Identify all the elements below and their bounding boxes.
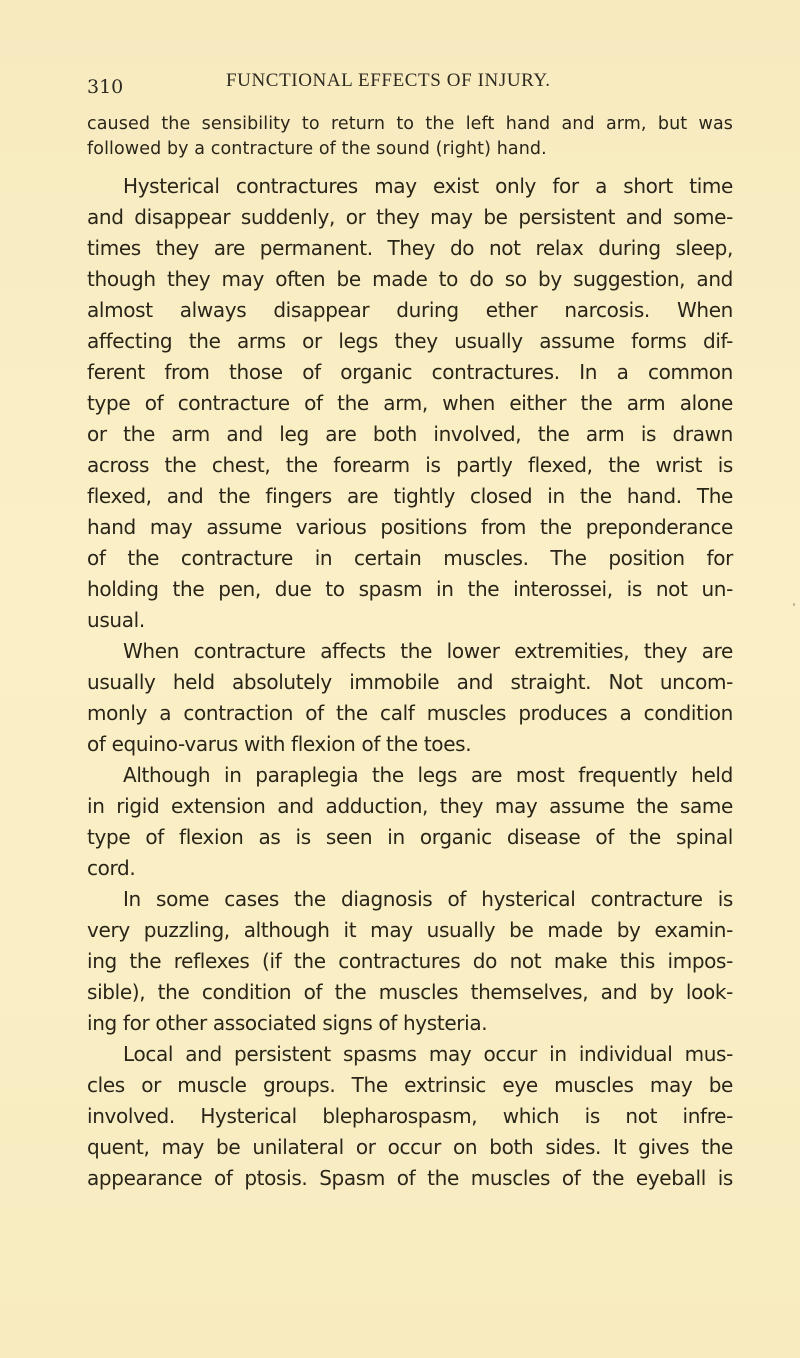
running-head [0, 68, 800, 98]
text-line: times they are permanent. They do not relax during sleep, [87, 236, 733, 260]
text-line: or the arm and leg are both involved, the arm is drawn [87, 422, 733, 446]
text-line: sible), the condition of the muscles themselves, and by look- [87, 980, 733, 1004]
text-line: Hysterical contractures may exist only for a short time [123, 174, 733, 198]
text-line: followed by a contracture of the sound (right) hand. [87, 139, 547, 159]
text-line: hand may assume various positions from the preponderance [87, 515, 733, 539]
body-text [87, 112, 733, 1194]
text-line: in rigid extension and adduction, they may assume the same [87, 794, 733, 818]
text-line: cord. [87, 856, 136, 880]
text-line: ing for other associated signs of hysteria. [87, 1011, 488, 1035]
text-line: almost always disappear during ether narcosis. When [87, 298, 733, 322]
text-line: ing the reflexes (if the contractures do not make this impos- [87, 949, 733, 973]
page-number: 310 [87, 76, 124, 98]
text-line: involved. Hysterical blepharospasm, which is not infre- [87, 1104, 733, 1128]
text-line: across the chest, the forearm is partly flexed, the wrist is [87, 453, 733, 477]
text-line: though they may often be made to do so by suggestion, and [87, 267, 733, 291]
text-line: usually held absolutely immobile and straight. Not uncom- [87, 670, 733, 694]
text-line: holding the pen, due to spasm in the interossei, is not un- [87, 577, 733, 601]
text-line: In some cases the diagnosis of hysterical contracture is [123, 887, 733, 911]
paragraph-diagnosis [87, 884, 733, 1039]
paper-speck [793, 603, 795, 606]
text-line: caused the sensibility to return to the left hand and arm, but was [87, 114, 733, 134]
text-line: very puzzling, although it may usually be made by examin- [87, 918, 733, 942]
text-line: cles or muscle groups. The extrinsic eye muscles may be [87, 1073, 733, 1097]
paragraph-local-spasms [87, 1039, 733, 1194]
text-line: affecting the arms or legs they usually assume forms dif- [87, 329, 733, 353]
text-line: and disappear suddenly, or they may be persistent and some- [87, 205, 733, 229]
text-line: of equino-varus with flexion of the toes. [87, 732, 472, 756]
text-line: ferent from those of organic contractures. In a common [87, 360, 733, 384]
paragraph-lower-extremities [87, 636, 733, 760]
text-line: quent, may be unilateral or occur on both sides. It gives the [87, 1135, 733, 1159]
paragraph-paraplegia [87, 760, 733, 884]
text-line: usual. [87, 608, 145, 632]
text-line: type of flexion as is seen in organic disease of the spinal [87, 825, 733, 849]
text-line: type of contracture of the arm, when either the arm alone [87, 391, 733, 415]
text-line: appearance of ptosis. Spasm of the muscles of the eyeball is [87, 1166, 733, 1190]
text-line: of the contracture in certain muscles. The position for [87, 546, 733, 570]
text-line: Although in paraplegia the legs are most frequently held [123, 763, 733, 787]
text-line: Local and persistent spasms may occur in individual mus- [123, 1042, 733, 1066]
text-line: When contracture affects the lower extremities, they are [123, 639, 733, 663]
text-line: flexed, and the fingers are tightly closed in the hand. The [87, 484, 733, 508]
text-line: monly a contraction of the calf muscles produces a condition [87, 701, 733, 725]
running-title: FUNCTIONAL EFFECTS OF INJURY. [226, 70, 551, 91]
paragraph-hysterical-contractures [87, 171, 733, 636]
